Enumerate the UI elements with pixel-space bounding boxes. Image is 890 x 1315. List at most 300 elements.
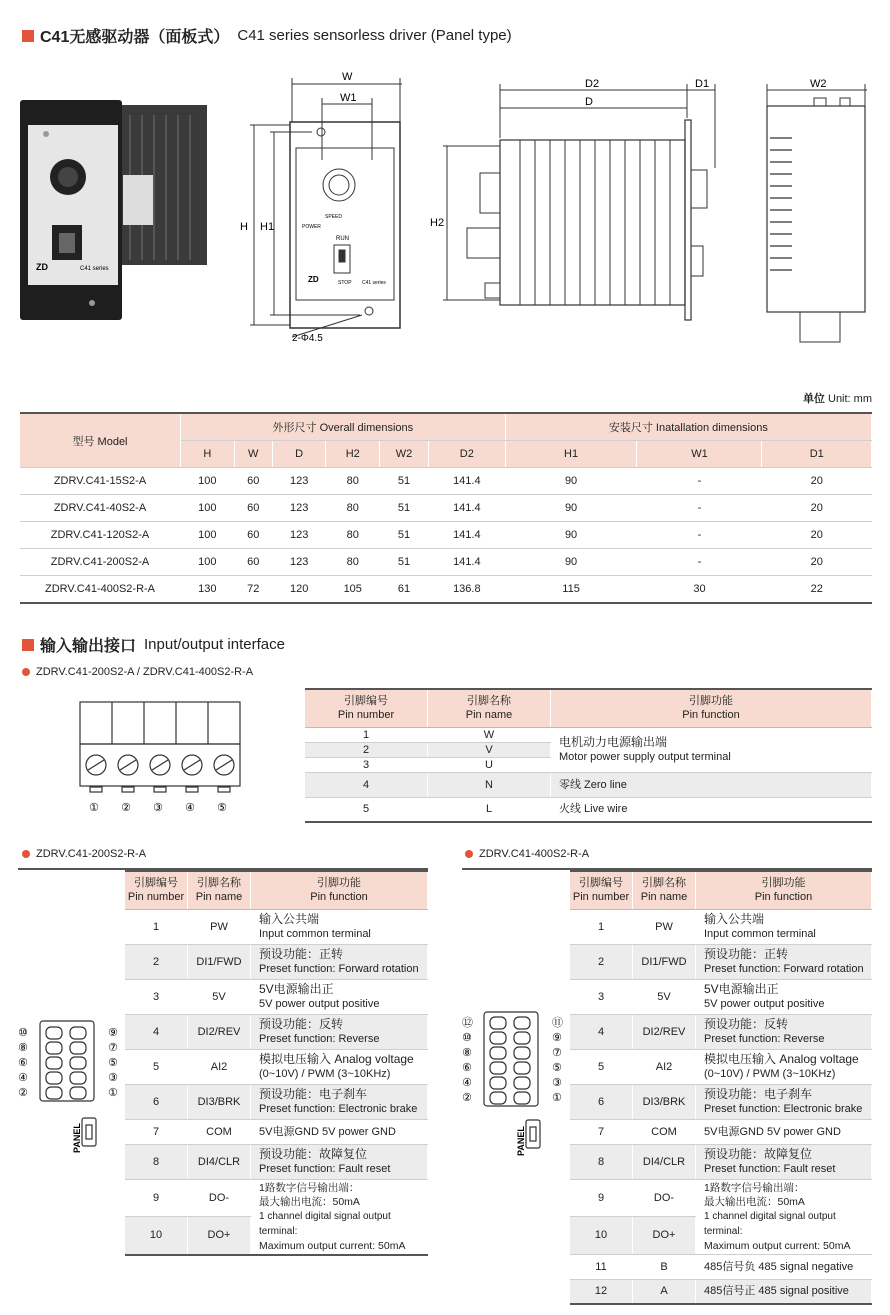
power-subtitle — [22, 666, 253, 678]
th-pin-function-cn: 引脚功能 — [317, 877, 361, 890]
pin-number-cell: 3 — [570, 979, 633, 1014]
value-cell: 51 — [380, 495, 429, 522]
pin-function-cell — [696, 1179, 872, 1254]
value-cell: 130 — [181, 576, 235, 604]
model-cell: ZDRV.C41-15S2-A — [20, 468, 181, 495]
do-fn-line: Maximum output current: 50mA — [259, 1239, 406, 1252]
value-cell: 61 — [380, 576, 429, 604]
table-row — [570, 944, 872, 979]
section-title-driver — [22, 24, 512, 47]
pin-name-cell: 5V — [188, 979, 251, 1014]
pin-number-cell: 8 — [570, 1144, 633, 1179]
connector-pin-number: ⑧ — [18, 1042, 28, 1054]
right-connector-drawing — [462, 1008, 570, 1160]
left-pin-table — [125, 870, 428, 1256]
value-cell: 141.4 — [428, 549, 505, 576]
pin-number-cell: 4 — [125, 1014, 188, 1049]
th-pin-number-cn: 引脚编号 — [344, 695, 388, 708]
front-brand-text: ZD — [308, 275, 319, 284]
table-row — [125, 1179, 428, 1217]
fn-en: Preset function: Forward rotation — [704, 963, 864, 975]
pin-number-cell: 7 — [570, 1119, 633, 1144]
connector-pin-number: ⑦ — [552, 1047, 562, 1059]
value-cell: 100 — [181, 468, 235, 495]
connector-pin-number: ② — [462, 1092, 472, 1104]
pin-function-cell: 5V电源GND 5V power GND — [696, 1119, 872, 1144]
connector-pin-number: ① — [552, 1092, 562, 1104]
table-row — [305, 727, 872, 742]
table-row — [125, 909, 428, 944]
th-d2: D2 — [428, 441, 505, 468]
power-subtitle-text: ZDRV.C41-200S2-A / ZDRV.C41-400S2-R-A — [36, 666, 254, 678]
th-pin-name-en: Pin name — [465, 709, 513, 722]
connector-pin-number: ⑤ — [108, 1057, 118, 1069]
pin-function-cell: 5V电源GND 5V power GND — [251, 1119, 428, 1144]
model-cell: ZDRV.C41-120S2-A — [20, 522, 181, 549]
th-pin-function — [251, 871, 428, 909]
dim-label-hole: 2-Φ4.5 — [292, 333, 323, 344]
front-run-text: RUN — [336, 236, 349, 242]
table-row — [570, 909, 872, 944]
table-row — [20, 576, 872, 604]
connector-pin-number: ⑩ — [18, 1027, 28, 1039]
front-speed-text: SPEED — [325, 214, 342, 220]
fn-cn: 5V电源输出正 — [704, 982, 779, 996]
value-cell: 51 — [380, 549, 429, 576]
pin-name-cell: COM — [633, 1119, 696, 1144]
power-terminal-drawing — [72, 698, 247, 818]
value-cell: 60 — [234, 495, 272, 522]
motor-fn-cn: 电机动力电源输出端 — [559, 735, 668, 749]
table-row — [570, 979, 872, 1014]
rear-view-drawing — [752, 78, 877, 353]
section-title-en: C41 series sensorless driver (Panel type) — [237, 27, 512, 44]
table-row — [570, 1279, 872, 1304]
front-stop-text: STOP — [338, 280, 352, 286]
th-pin-name-cn: 引脚名称 — [642, 877, 686, 890]
fn-en: Preset function: Electronic brake — [259, 1103, 418, 1115]
do-fn-line: 1 channel digital signal output terminal: — [704, 1210, 836, 1237]
pin-function-cell — [696, 1084, 872, 1119]
fn-cn: 输入公共端 — [259, 912, 320, 926]
fn-cn: 预设功能：故障复位 — [704, 1147, 813, 1161]
fn-cn: 预设功能：反转 — [704, 1017, 789, 1031]
value-cell: 115 — [505, 576, 637, 604]
value-cell: 123 — [272, 522, 326, 549]
th-pin-function — [551, 689, 872, 727]
table-row — [125, 979, 428, 1014]
pin-number-cell: 1 — [125, 909, 188, 944]
value-cell: 20 — [762, 549, 872, 576]
table-row — [570, 1254, 872, 1279]
th-pin-function-cn: 引脚功能 — [689, 695, 733, 708]
th-model: 型号 Model — [20, 413, 181, 468]
value-cell: 60 — [234, 549, 272, 576]
fn-cn: 5V电源输出正 — [259, 982, 334, 996]
section-title-io — [22, 633, 285, 656]
fn-cn: 预设功能：正转 — [704, 947, 789, 961]
connector-pin-number: ⑫ — [462, 1017, 473, 1029]
connector-pin-number: ① — [108, 1087, 118, 1099]
pin-number-cell: 12 — [570, 1279, 633, 1304]
pin-function-cell — [551, 727, 872, 772]
th-install: 安装尺寸 Inatallation dimensions — [505, 413, 871, 441]
fn-cn: 模拟电压输入 Analog voltage — [704, 1052, 859, 1066]
pin-number-cell: 2 — [305, 742, 428, 757]
do-fn-line: 最大输出电流：50mA — [704, 1195, 805, 1208]
pin-number-cell: 3 — [125, 979, 188, 1014]
connector-pin-number: ④ — [462, 1077, 472, 1089]
pin-function-cell — [251, 1014, 428, 1049]
pin-name-cell: DI4/CLR — [633, 1144, 696, 1179]
pin-function-cell — [696, 1144, 872, 1179]
unit-label-cn: 单位 — [802, 393, 825, 405]
value-cell: 141.4 — [428, 522, 505, 549]
dim-label-h: H — [240, 221, 248, 233]
table-row — [570, 1144, 872, 1179]
value-cell: 90 — [505, 522, 637, 549]
th-pin-function-en: Pin function — [682, 709, 740, 722]
value-cell: 72 — [234, 576, 272, 604]
pin-function-cell: 火线 Live wire — [551, 797, 872, 822]
pin-function-cell — [251, 1084, 428, 1119]
pin-name-cell: PW — [633, 909, 696, 944]
table-row — [125, 1049, 428, 1084]
pin-number-cell: 10 — [570, 1217, 633, 1255]
table-row — [125, 1084, 428, 1119]
front-power-text: POWER — [302, 224, 321, 230]
left-subtitle-text: ZDRV.C41-200S2-R-A — [36, 848, 147, 860]
table-row — [125, 1144, 428, 1179]
connector-pin-number: ② — [18, 1087, 28, 1099]
th-pin-function-en: Pin function — [310, 891, 368, 904]
right-subtitle — [465, 848, 589, 860]
front-series-text: C41 series — [362, 280, 386, 286]
pin-name-cell: DO+ — [633, 1217, 696, 1255]
connector-pin-number: ⑦ — [108, 1042, 118, 1054]
pin-name-cell: N — [428, 772, 551, 797]
value-cell: 51 — [380, 468, 429, 495]
th-pin-name — [428, 689, 551, 727]
section-title-cn: C41无感驱动器（面板式） — [40, 29, 230, 46]
pin-name-cell: AI2 — [188, 1049, 251, 1084]
table-row — [305, 797, 872, 822]
dim-label-d2: D2 — [585, 78, 600, 90]
th-h2: H2 — [326, 441, 380, 468]
th-h1: H1 — [505, 441, 637, 468]
th-pin-name-en: Pin name — [195, 891, 243, 904]
pin-number-cell: 4 — [570, 1014, 633, 1049]
pin-function-cell — [696, 944, 872, 979]
pin-function-cell — [696, 979, 872, 1014]
pin-function-cell — [696, 1049, 872, 1084]
value-cell: 123 — [272, 468, 326, 495]
fn-en: Preset function: Fault reset — [259, 1163, 391, 1175]
dim-label-d1: D1 — [695, 78, 710, 90]
unit-label — [803, 390, 872, 406]
pin-name-cell: DI2/REV — [633, 1014, 696, 1049]
table-row — [570, 1084, 872, 1119]
fn-en: (0~10V) / PWM (3~10KHz) — [704, 1068, 836, 1080]
left-subtitle — [22, 848, 146, 860]
th-pin-number-cn: 引脚编号 — [134, 877, 178, 890]
table-row — [570, 1049, 872, 1084]
table-row — [305, 772, 872, 797]
connector-pin-number: ⑥ — [462, 1062, 472, 1074]
value-cell: 20 — [762, 522, 872, 549]
dim-label-w2: W2 — [810, 78, 827, 90]
th-pin-name — [188, 871, 251, 909]
value-cell: 80 — [326, 549, 380, 576]
fn-cn: 预设功能：电子刹车 — [704, 1087, 813, 1101]
fn-en: 5V power output positive — [704, 998, 825, 1010]
value-cell: - — [637, 549, 762, 576]
pin-number-cell: 8 — [125, 1144, 188, 1179]
io-title-en: Input/output interface — [144, 636, 285, 653]
fn-cn: 预设功能：反转 — [259, 1017, 344, 1031]
th-overall: 外形尺寸 Overall dimensions — [181, 413, 506, 441]
do-fn-line: Maximum output current: 50mA — [704, 1239, 851, 1252]
fn-cn: 模拟电压输入 Analog voltage — [259, 1052, 414, 1066]
value-cell: 20 — [762, 468, 872, 495]
pin-number-cell: 5 — [125, 1049, 188, 1084]
value-cell: - — [637, 495, 762, 522]
model-cell: ZDRV.C41-40S2-A — [20, 495, 181, 522]
pin-name-cell: DI2/REV — [188, 1014, 251, 1049]
dim-label-w1: W1 — [340, 92, 357, 104]
fn-cn: 输入公共端 — [704, 912, 765, 926]
value-cell: 60 — [234, 522, 272, 549]
pin-function-cell — [251, 1144, 428, 1179]
value-cell: - — [637, 468, 762, 495]
pin-function-cell: 485信号正 485 signal positive — [696, 1279, 872, 1304]
th-pin-number-en: Pin number — [572, 891, 630, 904]
section-marker-icon — [22, 639, 34, 651]
do-fn-line: 1 channel digital signal output terminal: — [259, 1210, 391, 1237]
dimensions-table — [20, 412, 872, 604]
pin-name-cell: COM — [188, 1119, 251, 1144]
fn-en: Preset function: Reverse — [259, 1033, 380, 1045]
pin-number-cell: 7 — [125, 1119, 188, 1144]
th-w1: W1 — [637, 441, 762, 468]
pin-function-cell — [251, 979, 428, 1014]
th-pin-number — [125, 871, 188, 909]
table-row — [20, 468, 872, 495]
table-row — [20, 495, 872, 522]
pin-number-cell: 4 — [305, 772, 428, 797]
pin-number-cell: 5 — [305, 797, 428, 822]
value-cell: 90 — [505, 549, 637, 576]
value-cell: 136.8 — [428, 576, 505, 604]
pin-function-cell — [696, 909, 872, 944]
terminal-number: ③ — [153, 802, 163, 814]
th-d: D — [272, 441, 326, 468]
bullet-icon — [22, 668, 30, 676]
pin-number-cell: 9 — [570, 1179, 633, 1217]
value-cell: - — [637, 522, 762, 549]
pin-function-cell — [251, 909, 428, 944]
pin-name-cell: A — [633, 1279, 696, 1304]
pin-number-cell: 10 — [125, 1217, 188, 1255]
pin-number-cell: 9 — [125, 1179, 188, 1217]
pin-name-cell: 5V — [633, 979, 696, 1014]
value-cell: 123 — [272, 549, 326, 576]
pin-name-cell: W — [428, 727, 551, 742]
th-pin-number — [305, 689, 428, 727]
th-pin-number — [570, 871, 633, 909]
value-cell: 90 — [505, 468, 637, 495]
pin-function-cell: 485信号负 485 signal negative — [696, 1254, 872, 1279]
pin-number-cell: 3 — [305, 757, 428, 772]
pin-number-cell: 5 — [570, 1049, 633, 1084]
dim-label-h2: H2 — [430, 217, 445, 229]
pin-name-cell: U — [428, 757, 551, 772]
pin-name-cell: DO- — [633, 1179, 696, 1217]
photo-brand-text: ZD — [36, 262, 48, 272]
right-pin-table — [570, 870, 872, 1305]
pin-number-cell: 1 — [305, 727, 428, 742]
pin-number-cell: 2 — [125, 944, 188, 979]
fn-en: Input common terminal — [704, 928, 816, 940]
connector-pin-number: ③ — [108, 1072, 118, 1084]
do-fn-line: 1路数字信号输出端： — [259, 1181, 360, 1194]
value-cell: 141.4 — [428, 468, 505, 495]
table-row — [20, 522, 872, 549]
fn-cn: 预设功能：故障复位 — [259, 1147, 368, 1161]
fn-en: Preset function: Forward rotation — [259, 963, 419, 975]
value-cell: 100 — [181, 549, 235, 576]
table-row — [125, 1119, 428, 1144]
th-w2: W2 — [380, 441, 429, 468]
value-cell: 30 — [637, 576, 762, 604]
pin-name-cell: DI1/FWD — [633, 944, 696, 979]
terminal-number: ④ — [185, 802, 195, 814]
model-cell: ZDRV.C41-400S2-R-A — [20, 576, 181, 604]
connector-pin-number: ⑩ — [462, 1032, 472, 1044]
product-photo — [20, 95, 210, 325]
th-pin-name — [633, 871, 696, 909]
connector-pin-number: ⑨ — [108, 1027, 118, 1039]
right-subtitle-text: ZDRV.C41-400S2-R-A — [479, 848, 590, 860]
th-pin-number-cn: 引脚编号 — [579, 877, 623, 890]
value-cell: 60 — [234, 468, 272, 495]
terminal-number: ⑤ — [217, 802, 227, 814]
fn-en: Preset function: Reverse — [704, 1033, 825, 1045]
th-pin-name-cn: 引脚名称 — [467, 695, 511, 708]
pin-function-cell — [696, 1014, 872, 1049]
connector-pin-number: ④ — [18, 1072, 28, 1084]
fn-cn: 预设功能：电子刹车 — [259, 1087, 368, 1101]
connector-pin-number: ③ — [552, 1077, 562, 1089]
do-fn-line: 1路数字信号输出端： — [704, 1181, 805, 1194]
pin-name-cell: DI3/BRK — [633, 1084, 696, 1119]
section-marker-icon — [22, 30, 34, 42]
value-cell: 100 — [181, 495, 235, 522]
connector-pin-number: ⑪ — [552, 1017, 563, 1029]
th-pin-function — [696, 871, 872, 909]
table-row — [125, 944, 428, 979]
model-cell: ZDRV.C41-200S2-A — [20, 549, 181, 576]
th-pin-name-cn: 引脚名称 — [197, 877, 241, 890]
th-pin-name-en: Pin name — [640, 891, 688, 904]
th-pin-number-en: Pin number — [337, 709, 395, 722]
th-h: H — [181, 441, 235, 468]
pin-number-cell: 6 — [570, 1084, 633, 1119]
motor-fn-en: Motor power supply output terminal — [559, 751, 731, 763]
pin-function-cell: 零线 Zero line — [551, 772, 872, 797]
value-cell: 123 — [272, 495, 326, 522]
value-cell: 22 — [762, 576, 872, 604]
value-cell: 80 — [326, 468, 380, 495]
pin-number-cell: 6 — [125, 1084, 188, 1119]
pin-name-cell: DI1/FWD — [188, 944, 251, 979]
pin-number-cell: 2 — [570, 944, 633, 979]
connector-pin-number: ⑤ — [552, 1062, 562, 1074]
bullet-icon — [465, 850, 473, 858]
th-d1: D1 — [762, 441, 872, 468]
connector-pin-number: ⑧ — [462, 1047, 472, 1059]
fn-en: Input common terminal — [259, 928, 371, 940]
pin-name-cell: DO+ — [188, 1217, 251, 1255]
side-view-drawing — [425, 78, 725, 348]
io-title-cn: 输入输出接口 — [40, 638, 137, 655]
do-fn-line: 最大输出电流：50mA — [259, 1195, 360, 1208]
th-w: W — [234, 441, 272, 468]
value-cell: 120 — [272, 576, 326, 604]
value-cell: 141.4 — [428, 495, 505, 522]
panel-label: PANEL — [72, 1123, 82, 1153]
value-cell: 90 — [505, 495, 637, 522]
dim-label-d: D — [585, 96, 593, 108]
table-row — [20, 549, 872, 576]
pin-name-cell: PW — [188, 909, 251, 944]
th-pin-number-en: Pin number — [127, 891, 185, 904]
pin-name-cell: AI2 — [633, 1049, 696, 1084]
pin-name-cell: V — [428, 742, 551, 757]
value-cell: 51 — [380, 522, 429, 549]
fn-en: 5V power output positive — [259, 998, 380, 1010]
th-pin-function-en: Pin function — [754, 891, 813, 904]
fn-en: Preset function: Fault reset — [704, 1163, 836, 1175]
fn-cn: 预设功能：正转 — [259, 947, 344, 961]
dim-label-h1: H1 — [260, 221, 275, 233]
pin-name-cell: DO- — [188, 1179, 251, 1217]
front-view-drawing — [232, 70, 407, 350]
pin-number-cell: 1 — [570, 909, 633, 944]
pin-name-cell: B — [633, 1254, 696, 1279]
dim-label-w: W — [342, 71, 353, 83]
fn-en: (0~10V) / PWM (3~10KHz) — [259, 1068, 391, 1080]
pin-name-cell: DI4/CLR — [188, 1144, 251, 1179]
panel-label: PANEL — [516, 1126, 526, 1156]
value-cell: 20 — [762, 495, 872, 522]
power-pin-table — [305, 688, 872, 823]
connector-pin-number: ⑨ — [552, 1032, 562, 1044]
pin-function-cell — [251, 944, 428, 979]
unit-label-en: Unit: mm — [828, 393, 872, 405]
pin-name-cell: DI3/BRK — [188, 1084, 251, 1119]
pin-number-cell: 11 — [570, 1254, 633, 1279]
pin-name-cell: L — [428, 797, 551, 822]
value-cell: 80 — [326, 522, 380, 549]
value-cell: 100 — [181, 522, 235, 549]
table-row — [125, 1014, 428, 1049]
bullet-icon — [22, 850, 30, 858]
terminal-number: ② — [121, 802, 131, 814]
pin-function-cell — [251, 1179, 428, 1255]
photo-series-text: C41 series — [80, 266, 109, 272]
value-cell: 105 — [326, 576, 380, 604]
